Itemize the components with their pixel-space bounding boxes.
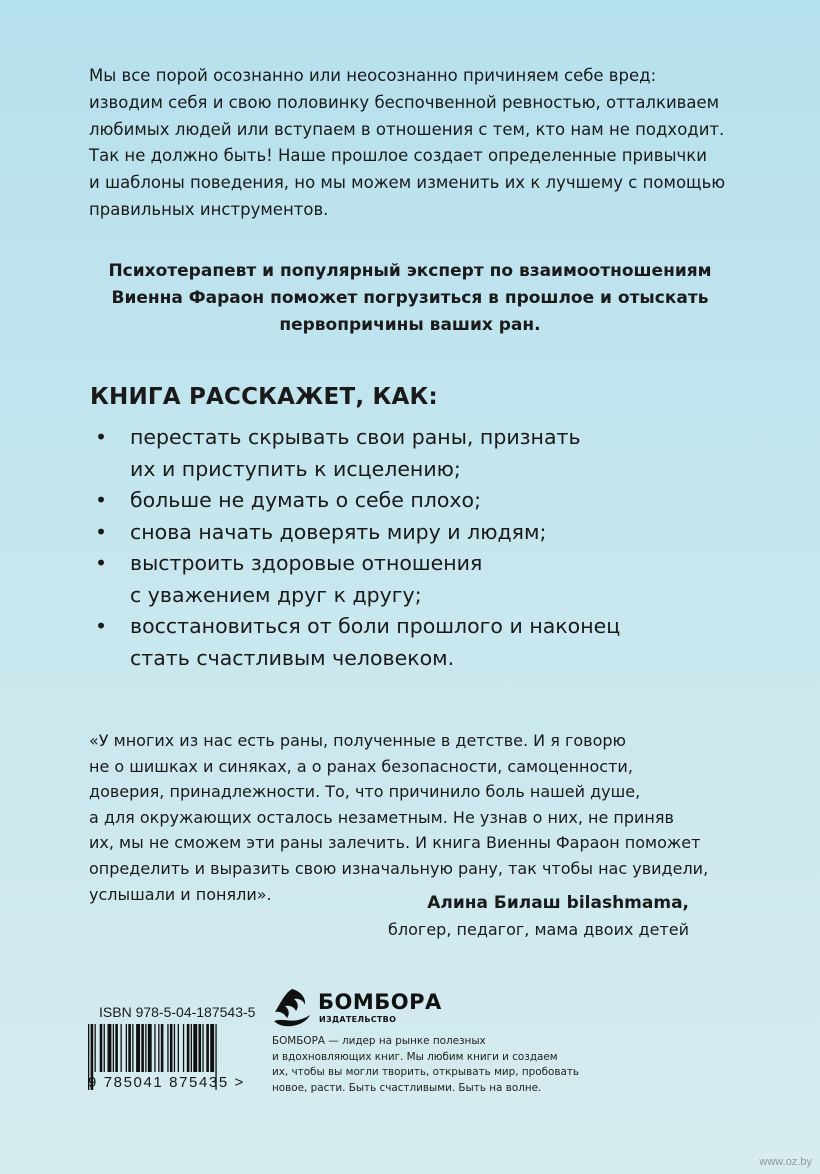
barcode-bar [191, 1024, 192, 1072]
list-item-line: выстроить здоровые отношения [130, 551, 483, 575]
barcode-bar [136, 1024, 140, 1072]
list-item-line: стать счастливым человеком. [130, 645, 455, 670]
lead-paragraph [60, 258, 760, 339]
quote-line: а для окружающих осталось незаметным. Не узнав о них, не приняв [89, 807, 674, 827]
bullet-icon: • [95, 519, 108, 544]
barcode-bar [141, 1024, 144, 1072]
bombora-logo-icon [272, 987, 312, 1029]
bullet-icon: • [95, 551, 108, 575]
barcode-bar [145, 1024, 146, 1072]
barcode-bar [193, 1024, 197, 1072]
publisher-line: их, чтобы вы могли творить, открывать мир, пробовать [272, 1066, 580, 1079]
bullet-icon: • [95, 488, 108, 512]
quote-line: услышали и поняли». [89, 884, 272, 904]
barcode-bar [161, 1024, 164, 1072]
list-item-line: перестать скрывать свои раны, признать [130, 425, 581, 449]
review-quote [89, 728, 729, 907]
lead-line: Виенна Фараон поможет погрузиться в прошлое и отыскать [111, 288, 709, 308]
list-item [90, 517, 690, 549]
list-item-line: их и приступить к исцелению; [130, 456, 461, 481]
quote-author: Алина Билаш bilashmama, [427, 893, 689, 913]
barcode-bar [183, 1024, 184, 1072]
barcode-bar [167, 1024, 168, 1072]
barcode-bar [178, 1024, 179, 1072]
list-item [90, 485, 690, 517]
barcode-bar [104, 1024, 105, 1072]
barcode-bar [113, 1024, 114, 1072]
barcode-bar [128, 1024, 131, 1072]
quote-line: не о шишках и синяках, а о ранах безопасности, самоценности, [89, 756, 633, 776]
quote-line: определить и выразить свою изначальную рану, так чтобы нас увидели, [89, 858, 709, 878]
barcode-bar [148, 1024, 152, 1072]
list-item-line: восстановиться от боли прошлого и наконец [130, 614, 621, 638]
barcode-bar [100, 1024, 103, 1072]
barcode-bar [210, 1024, 214, 1072]
quote-author-role: блогер, педагог, мама двоих детей [388, 920, 689, 939]
list-item-line: больше не думать о себе плохо; [130, 488, 482, 512]
barcode-bar [174, 1024, 175, 1072]
publisher-line: новое, расти. Быть счастливыми. Быть на волне. [272, 1082, 542, 1095]
publisher-line: БОМБОРА — лидер на рынке полезных [272, 1035, 486, 1047]
list-heading: КНИГА РАССКАЖЕТ, КАК: [90, 384, 438, 410]
intro-line: Так не должно быть! Наше прошлое создает определенные привычки [89, 146, 707, 166]
list-item [90, 422, 690, 485]
barcode-bar [202, 1024, 203, 1072]
intro-line: Мы все порой осознанно или неосознанно причиняем себе вред: [89, 66, 657, 85]
bullet-icon: • [95, 614, 108, 638]
benefits-list [90, 422, 690, 674]
quote-line: их, мы не сможем эти раны залечить. И книга Виенны Фараон поможет [89, 833, 701, 853]
list-item [90, 611, 690, 674]
barcode-bar [132, 1024, 133, 1072]
barcode-bar [187, 1024, 190, 1072]
barcode-bar [108, 1024, 112, 1072]
isbn-label: ISBN 978-5-04-187543-5 [99, 1004, 256, 1020]
barcode-bar [115, 1024, 118, 1072]
watermark: www.oz.by [759, 1156, 812, 1168]
bullet-icon: • [95, 425, 108, 449]
barcode-bar [95, 1024, 96, 1072]
quote-line: «У многих из нас есть раны, полученные в детстве. И я говорю [89, 731, 626, 750]
list-item-line: снова начать доверять миру и людям; [130, 519, 547, 544]
publisher-subtitle: ИЗДАТЕЛЬСТВО [319, 1015, 397, 1024]
publisher-description [272, 1034, 592, 1097]
quote-line: доверия, принадлежности. То, что причинило боль нашей душе, [89, 782, 641, 802]
barcode-bar [199, 1024, 202, 1072]
barcode-bar [121, 1024, 122, 1072]
intro-line: любимых людей или вступаем в отношения с тем, кто нам не подходит. [89, 119, 725, 139]
list-item-line: с уважением друг к другу; [130, 582, 422, 607]
publisher-name: БОМБОРА [318, 990, 442, 1014]
intro-line: правильных инструментов. [89, 199, 329, 219]
intro-line: изводим себя и свою половинку беспочвенной ревностью, отталкиваем [89, 92, 720, 112]
lead-line: Психотерапевт и популярный эксперт по взаимоотношениям [108, 261, 712, 281]
barcode-bar [154, 1024, 155, 1072]
list-item [90, 548, 690, 611]
barcode-bar [158, 1024, 159, 1072]
lead-line: первопричины ваших ран. [279, 315, 541, 335]
publisher-line: и вдохновляющих книг. Мы любим книги и создаем [272, 1050, 558, 1063]
intro-line: и шаблоны поведения, но мы можем изменить их к лучшему с помощью [89, 173, 726, 193]
barcode-bar [126, 1024, 127, 1072]
barcode-bar [206, 1024, 209, 1072]
intro-paragraph [89, 63, 739, 224]
barcode-digits: 9 785041 875435 > [88, 1074, 245, 1091]
barcode-bar [170, 1024, 173, 1072]
